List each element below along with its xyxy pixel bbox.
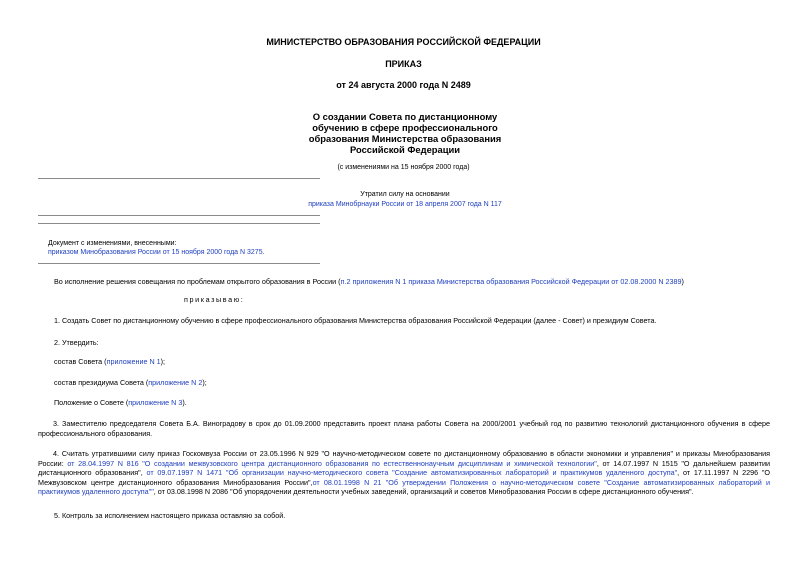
sub-text: состав президиума Совета (: [54, 378, 149, 387]
order-21-link[interactable]: от 08.01.1998 N 21 "Об утверждении Положения о научно-методическом совете "Создание автоматизированных лабораторий и практикумов удаленного доступа"": [38, 477, 770, 497]
order-816-link[interactable]: от 28.04.1997 N 816 "О создании межвузовского центра дистанционного образования по естественнонаучным дисциплинам и химической технологии": [67, 458, 597, 468]
sub-text: состав Совета (: [54, 357, 107, 366]
document-date-number: от 24 августа 2000 года N 2489: [336, 80, 471, 90]
item-4-text: , от 14.07.1997 N 1515 "О дальнейшем развитии дистанционного образования",: [38, 458, 770, 478]
item-1: 1. Создать Совет по дистанционному обучению в сфере профессионального образования Министерства образования Российской Федерации (далее - Совет) и президиум Совета.: [54, 316, 657, 325]
item-2-sub-3: [54, 398, 774, 408]
title-line: Российской Федерации: [349, 144, 461, 155]
sub-text: Положение о Совете (: [54, 398, 129, 407]
item-2-sub-1: [54, 357, 774, 367]
item-2: 2. Утвердить:: [54, 338, 99, 347]
status-text: Утратил силу на основании: [360, 191, 450, 198]
preamble-end: ): [681, 277, 684, 286]
order-1471-link[interactable]: от 09.07.1997 N 1471 "Об организации научно-методического совета "Создание автоматизированных лабораторий и практикумов удаленного доступа": [146, 468, 678, 478]
item-3: 3. Заместителю председателя Совета Б.А. Виноградову в срок до 01.09.2000 представить проект плана работы Совета на 2000/2001 учебный год по развитию технологий дистанционного обучения в сфере профессионального образования.: [38, 419, 770, 438]
preamble-paragraph: [54, 277, 774, 287]
divider: [38, 223, 320, 224]
title-line: образования Министерства образования: [308, 133, 502, 144]
item-2-sub-2: [54, 378, 774, 388]
sub-end: ).: [182, 398, 187, 407]
ministry-heading: МИНИСТЕРСТВО ОБРАЗОВАНИЯ РОССИЙСКОЙ ФЕДЕРАЦИИ: [266, 37, 541, 47]
divider: [38, 215, 320, 216]
document-type: ПРИКАЗ: [385, 59, 422, 69]
item-5: 5. Контроль за исполнением настоящего приказа оставляю за собой.: [54, 511, 286, 520]
title-line: обучению в сфере профессионального: [312, 122, 498, 133]
preamble-link[interactable]: п.2 приложения N 1 приказа Министерства образования Российской Федерации от 02.08.2000 N 2389: [340, 277, 682, 286]
item-4-text: , от 17.11.1997 N 2296 "О Межвузовском центре дистанционного образования Минобразования России",: [38, 468, 770, 487]
appendix-3-link[interactable]: приложение N 3: [128, 398, 183, 407]
item-4-text: 4. Считать утратившими силу приказ Госкомвуза России от 23.05.1996 N 929 "О научно-методическом совете по дистанционному образованию в области экономики и управления" и приказы Минобразования России:: [38, 449, 770, 468]
amendments-text: Документ с изменениями, внесенными:: [48, 240, 177, 247]
status-link[interactable]: приказа Минобрнауки России от 18 апреля 2007 года N 117: [308, 201, 502, 208]
appendix-1-link[interactable]: приложение N 1: [106, 357, 161, 366]
divider: [38, 178, 320, 179]
document-title: [240, 111, 570, 155]
sub-end: );: [202, 378, 207, 387]
appendix-2-link[interactable]: приложение N 2: [148, 378, 203, 387]
sub-end: );: [160, 357, 166, 366]
preamble-text: Во исполнение решения совещания по проблемам открытого образования в России (: [54, 277, 341, 286]
divider: [38, 263, 320, 264]
changes-note: (с изменениями на 15 ноября 2000 года): [337, 164, 470, 171]
title-line: О создании Совета по дистанционному: [312, 111, 498, 122]
amendments-link[interactable]: приказом Минобразования России от 15 ноября 2000 года N 3275.: [48, 249, 265, 256]
item-4: [38, 449, 770, 497]
order-word: приказываю:: [184, 295, 245, 304]
item-4-text: , от 03.08.1998 N 2086 "Об упорядочении деятельности учебных заведений, организаций и советов Минобразования России в сфере дистанционного обучения".: [153, 487, 694, 497]
